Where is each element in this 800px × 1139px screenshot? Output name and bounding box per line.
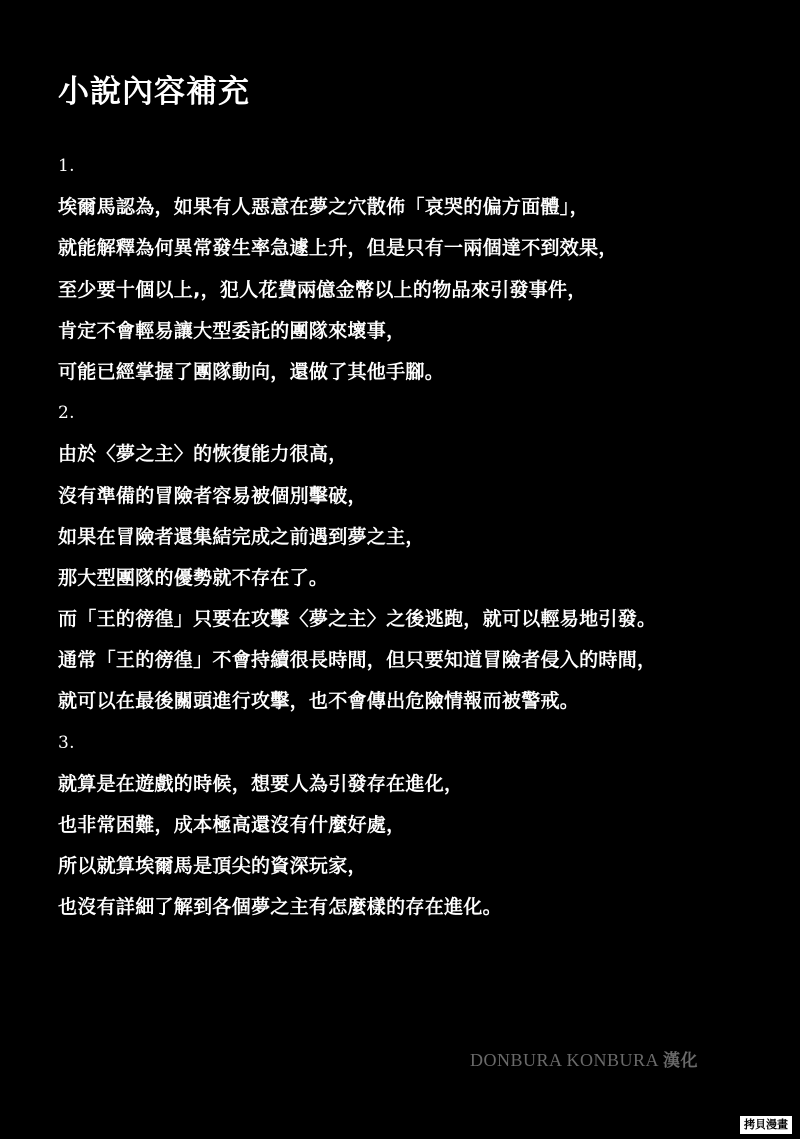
text-line: 可能已經掌握了團隊動向，還做了其他手腳。: [58, 360, 445, 383]
text-line: 肯定不會輕易讓大型委託的團隊來壞事，: [58, 319, 406, 342]
translation-credit: [470, 1046, 698, 1071]
text-line: 也非常困難，成本極高還沒有什麼好處，: [58, 814, 406, 836]
text-line: 而「王的徬徨」只要在攻擊〈夢之主〉之後逃跑，就可以輕易地引發。: [58, 608, 657, 631]
text-line: 就能解釋為何異常發生率急遽上升，但是只有一兩個達不到效果，: [58, 237, 618, 260]
text-line: 由於〈夢之主〉的恢復能力很高，: [58, 443, 348, 466]
credit-suffix: 漢化: [663, 1051, 699, 1071]
text-line: 沒有準備的冒險者容易被個別擊破，: [58, 484, 367, 507]
text-line: 就可以在最後關頭進行攻擊，也不會傳出危險情報而被警戒。: [58, 690, 580, 713]
text-line: 至少要十個以上,，犯人花費兩億金幣以上的物品來引發事件，: [58, 278, 587, 301]
credit-group-name: DONBURA KONBURA: [470, 1050, 659, 1070]
section-number: 1.: [58, 156, 75, 176]
text-line: 如果在冒險者還集結完成之前遇到夢之主，: [58, 525, 425, 548]
text-line: 通常「王的徬徨」不會持續很長時間，但只要知道冒險者侵入的時間，: [58, 649, 657, 672]
text-line: 那大型團隊的優勢就不存在了。: [58, 566, 329, 589]
text-line: 埃爾馬認為，如果有人惡意在夢之穴散佈「哀哭的偏方面體」，: [58, 196, 589, 219]
page-title: 小說內容補充: [58, 74, 250, 110]
text-line: 就算是在遊戲的時候，想要人為引發存在進化，: [58, 772, 464, 795]
section-number: 2.: [58, 403, 75, 424]
watermark-badge: 拷貝漫畫: [740, 1116, 792, 1134]
text-line: 所以就算埃爾馬是頂尖的資深玩家，: [58, 855, 367, 878]
novel-supplement-text: [58, 146, 758, 929]
text-line: 也沒有詳細了解到各個夢之主有怎麼樣的存在進化。: [58, 896, 502, 919]
section-number: 3.: [58, 732, 75, 753]
